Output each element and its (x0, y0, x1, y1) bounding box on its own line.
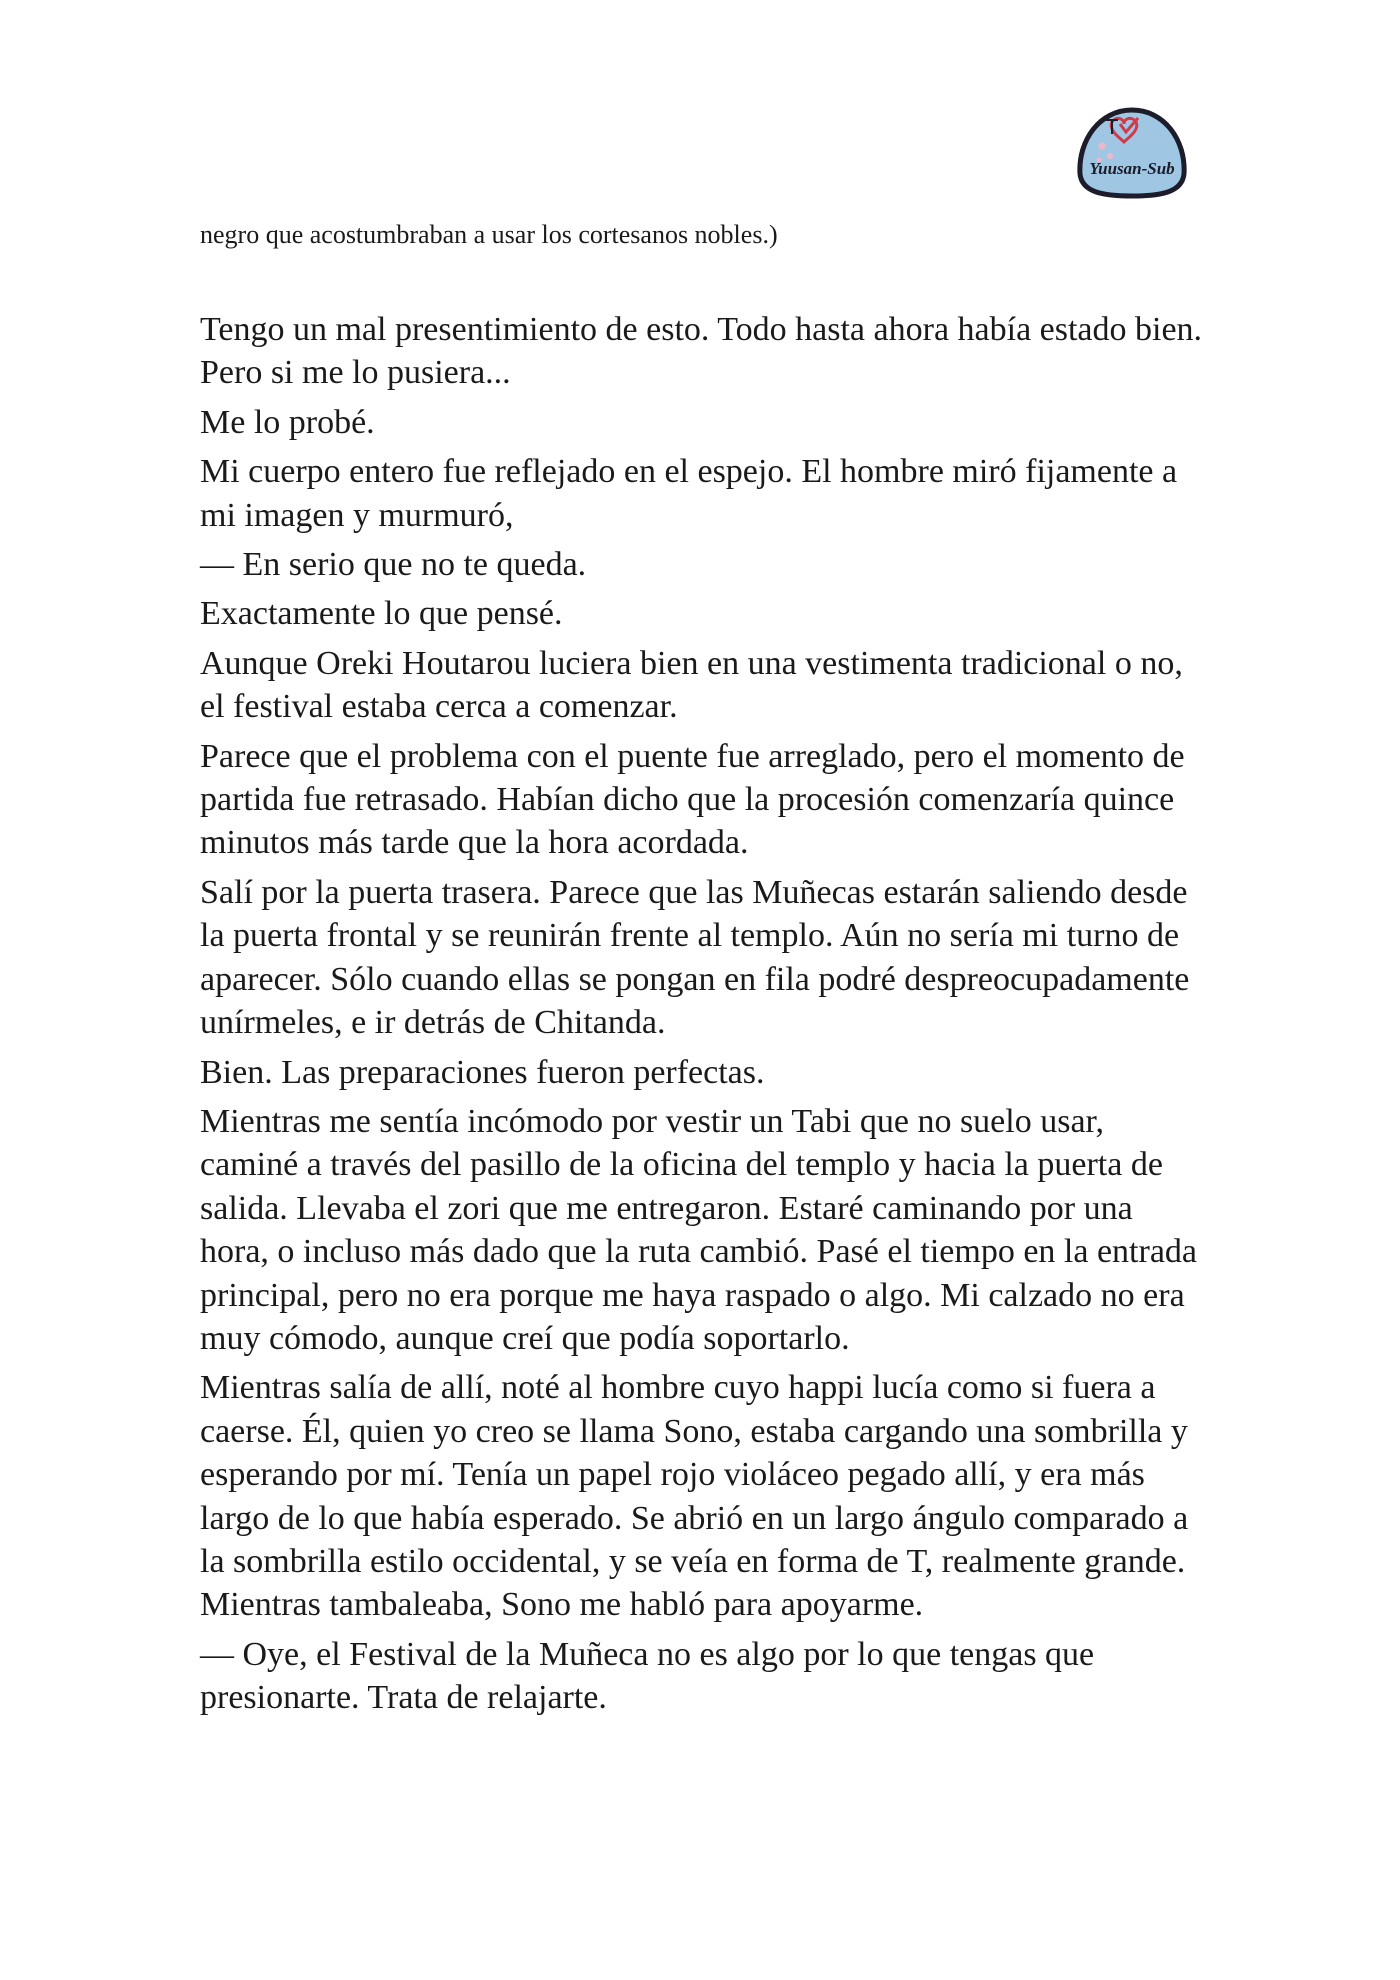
paragraph: Me lo probé. (200, 403, 375, 441)
body-text (200, 308, 1205, 1726)
dialogue-line: — Oye, el Festival de la Muñeca no es algo por lo que tengas que presionarte. Trata de relajarte. (200, 1635, 1095, 1717)
yuusan-sub-logo (1072, 104, 1192, 200)
logo-graphic (1072, 104, 1192, 200)
paragraph: Mientras salía de allí, noté al hombre cuyo happi lucía como si fuera a caerse. Él, quien yo creo se llama Sono, estaba cargando una sombrilla y esperando por mí. Tenía un papel rojo violáceo pegado allí, y era más largo de lo que había esperado. Se abrió en un largo ángulo comparado a la sombrilla estilo occidental, y se veía en forma de T, realmente grande. Mientras tambaleaba, Sono me habló para apoyarme. (200, 1369, 1189, 1624)
dialogue-line: — En serio que no te queda. (200, 546, 587, 584)
logo-text: Yuusan-Sub (1089, 159, 1175, 178)
footnote-line: negro que acostumbraban a usar los cortesanos nobles.) (200, 220, 778, 249)
paragraph: Aunque Oreki Houtarou luciera bien en una vestimenta tradicional o no, el festival estaba cerca a comenzar. (200, 644, 1183, 726)
paragraph: Bien. Las preparaciones fueron perfectas. (200, 1053, 765, 1091)
paragraph: Mientras me sentía incómodo por vestir un Tabi que no suelo usar, caminé a través del pasillo de la oficina del templo y hacia la puerta de salida. Llevaba el zori que me entregaron. Estaré caminando por una hora, o incluso más dado que la ruta cambió. Pasé el tiempo en la entrada principal, pero no era porque me haya raspado o algo. Mi calzado no era muy cómodo, aunque creí que podía soportarlo. (200, 1102, 1198, 1357)
paragraph: Parece que el problema con el puente fue arreglado, pero el momento de partida fue retrasado. Habían dicho que la procesión comenzaría quince minutos más tarde que la hora acordada. (200, 737, 1185, 862)
paragraph: Tengo un mal presentimiento de esto. Todo hasta ahora había estado bien. Pero si me lo pusiera... (200, 311, 1203, 392)
paragraph: Mi cuerpo entero fue reflejado en el espejo. El hombre miró fijamente a mi imagen y murmuró, (200, 453, 1178, 534)
paragraph: Salí por la puerta trasera. Parece que las Muñecas estarán saliendo desde la puerta frontal y se reunirán frente al templo. Aún no sería mi turno de aparecer. Sólo cuando ellas se pongan en fila podré despreocupadamente unírmeles, e ir detrás de Chitanda. (200, 873, 1190, 1042)
paragraph: Exactamente lo que pensé. (200, 595, 563, 633)
